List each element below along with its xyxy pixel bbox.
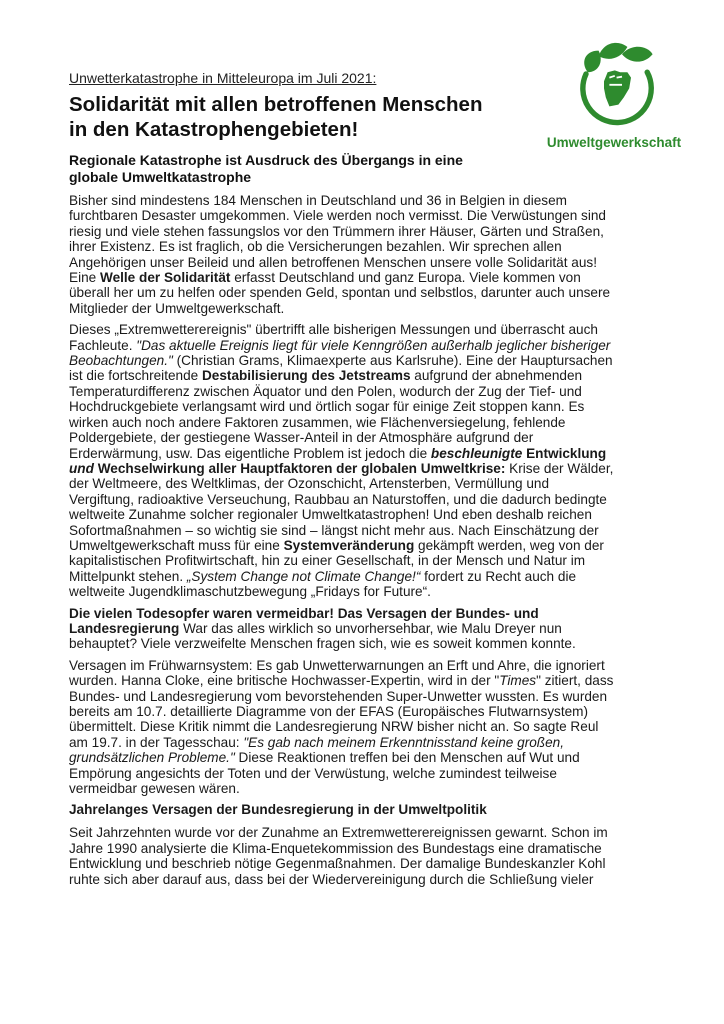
- text-line: vermeidbar gewesen wären.: [69, 781, 240, 797]
- emphasis-bold: Systemveränderung: [283, 537, 415, 553]
- text-run: ist die fortschreitende: [69, 368, 202, 384]
- text-line: Entwicklung und beschrieb nötige Gegenmaßnahmen. Der damalige Bundeskanzler Kohl: [69, 856, 606, 872]
- text-run: am 19.7. in der Tagesschau:: [69, 734, 244, 750]
- paragraph-4: [69, 658, 669, 797]
- text-run: Mittelpunkt stehen.: [69, 568, 187, 584]
- text-line: [69, 538, 669, 553]
- emphasis-bold: Entwicklung: [522, 445, 607, 461]
- text-run: " zitiert, dass: [536, 673, 614, 689]
- text-line: [69, 621, 669, 636]
- article-body: [69, 193, 669, 893]
- text-line: ihrer Existenz. Es ist fraglich, ob die Versicherungen bezahlen. Wir sprechen allen: [69, 239, 562, 255]
- text-line: weltweite Jugendklimaschutzbewegung „Fridays for Future“.: [69, 584, 431, 600]
- emphasis-bold: Welle der Solidarität: [99, 270, 231, 286]
- text-line: ruhte sich aber darauf aus, dass bei der Wiedervereinigung durch die Schließung vieler: [69, 871, 594, 887]
- text-line: bereits am 10.7. detaillierte Diagramme von der EFAS (Europäisches Flutwarnsystem): [69, 704, 589, 719]
- text-run: Eine: [69, 270, 100, 286]
- text-line: [69, 368, 669, 383]
- text-line: übermittelt. Diese Kritik nimmt die Landesregierung NRW bisher nicht an. So sagte Reul: [69, 719, 599, 735]
- leaf-fist-logo-icon: [568, 38, 658, 128]
- text-line: kapitalistischen Profitwirtschaft, hin zu einer Gesellschaft, in der Mensch und Natur im: [69, 553, 586, 569]
- text-run: gekämpft werden, weg von der: [414, 537, 604, 553]
- text-run: Erderwärmung, usw. Das eigentliche Problem ist jedoch die: [69, 445, 431, 461]
- umweltgewerkschaft-logo: [544, 38, 684, 158]
- text-line: furchtbaren Desaster umgekommen. Viele werden noch vermisst. Die Verwüstungen sind: [69, 208, 606, 224]
- text-run: fordert zu Recht auch die: [420, 568, 577, 584]
- text-line: [69, 270, 669, 285]
- title-line: in den Katastrophengebieten!: [69, 118, 359, 141]
- text-line: wirken auch noch andere Faktoren zusammen, wie Flächenversiegelung, fehlende: [69, 414, 566, 430]
- quote-italic: Times: [499, 673, 537, 689]
- text-line: [69, 461, 669, 476]
- text-line: Sofortmaßnahmen – so wichtig sie sind – längst nicht mehr aus. Nach Einschätzung der: [69, 522, 599, 538]
- text-line: überall her um zu helfen oder spenden Geld, spontan und selbstlos, darunter auch unsere: [69, 285, 611, 301]
- text-line: Seit Jahrzehnten wurde vor der Zunahme an Extremwetterereignissen gewarnt. Schon im: [69, 825, 608, 841]
- emphasis-bold: Destabilisierung des Jetstreams: [201, 368, 411, 384]
- quote-italic: Beobachtungen.": [69, 353, 173, 369]
- text-run: War das alles wirklich so unvorhersehbar, wie Malu Dreyer nun: [179, 620, 562, 636]
- text-line: [69, 446, 669, 461]
- text-run: Fachleute.: [69, 337, 137, 353]
- text-line: Temperaturdifferenz zwischen Äquator und den Polen, wodurch der Zug der Tief- und: [69, 383, 582, 399]
- subtitle-line: globale Umweltkatastrophe: [69, 169, 252, 185]
- text-line: Angehörigen unser Beileid und allen betroffenen Menschen unsere volle Solidarität aus!: [69, 254, 597, 270]
- text-line: Dieses „Extremwetterereignis" übertrifft alle bisherigen Messungen und überrascht auch: [69, 322, 598, 338]
- text-line: [69, 338, 669, 353]
- text-run: (Christian Grams, Klimaexperte aus Karlsruhe). Eine der Hauptursachen: [172, 353, 613, 369]
- text-line: Empörung angesichts der Toten und der Verwüstung, welche zumindest teilweise: [69, 765, 557, 781]
- text-line: Hochdruckgebiete verlangsamt wird und örtlich sogar für einige Zeit stoppen kann. Es: [69, 399, 585, 415]
- section-heading: Landesregierung: [69, 620, 180, 636]
- emphasis-bold-italic: und: [69, 460, 94, 476]
- text-line: Poldergebiete, der gestiegene Wasser-Anteil in der Atmosphäre aufgrund der: [69, 430, 534, 446]
- text-line: behauptet? Viele verzweifelte Menschen fragen sich, wie es soweit kommen konnte.: [69, 636, 576, 652]
- text-run: Umweltgewerkschaft muss für eine: [69, 537, 284, 553]
- text-line: Versagen im Frühwarnsystem: Es gab Unwetterwarnungen an Erft und Ahre, die ignoriert: [69, 657, 605, 673]
- section-heading: Die vielen Todesopfer waren vermeidbar! Das Versagen der Bundes- und: [69, 605, 539, 621]
- text-line: [69, 750, 669, 765]
- text-line: [69, 673, 669, 688]
- text-run: aufgrund der abnehmenden: [410, 368, 583, 384]
- text-run: Krise der Wälder,: [505, 460, 614, 476]
- text-line: [69, 353, 669, 368]
- text-line: Vergiftung, radioaktive Verseuchung, Raubbau an Naturstoffen, und die dadurch bedingte: [69, 491, 607, 507]
- text-run: erfasst Deutschland und ganz Europa. Viele kommen von: [230, 270, 581, 286]
- text-line: weltweite Zunahme solcher regionaler Umweltkatastrophen! Und eben deshalb reichen: [69, 507, 592, 523]
- text-line: Mitglieder der Umweltgewerkschaft.: [69, 300, 285, 316]
- quote-italic: „System Change not Climate Change!“: [186, 568, 421, 584]
- emphasis-bold-italic: beschleunigte: [430, 445, 523, 461]
- title-line: Solidarität mit allen betroffenen Menschen: [69, 93, 483, 116]
- quote-italic: "Es gab nach meinem Erkenntnisstand keine großen,: [243, 734, 564, 750]
- text-line: riesig und viele stehen fassungslos vor den Trümmern ihrer Häuser, Gärten und Straßen,: [69, 223, 604, 239]
- logo-text: Umweltgewerkschaft: [546, 135, 682, 150]
- subtitle: [69, 152, 539, 186]
- paragraph-1: [69, 193, 669, 316]
- paragraph-3: [69, 606, 669, 652]
- emphasis-bold: Wechselwirkung aller Hauptfaktoren der globalen Umweltkrise:: [93, 460, 506, 476]
- page-title: [69, 92, 539, 142]
- paragraph-2: [69, 322, 669, 599]
- text-run: Diese Reaktionen treffen bei den Menschen auf Wut und: [234, 750, 580, 766]
- subtitle-line: Regionale Katastrophe ist Ausdruck des Übergangs in eine: [69, 152, 463, 168]
- text-line: [69, 569, 669, 584]
- text-line: Bundes- und Landesregierung vom bevorstehenden Super-Unwetter wussten. Es wurden: [69, 688, 608, 704]
- section-heading: Jahrelanges Versagen der Bundesregierung in der Umweltpolitik: [69, 802, 487, 818]
- quote-italic: grundsätzlichen Probleme.": [69, 750, 235, 766]
- text-line: [69, 735, 669, 750]
- text-line: Bisher sind mindestens 184 Menschen in Deutschland und 36 in Belgien in diesem: [69, 193, 567, 208]
- paragraph-5: [69, 825, 669, 887]
- text-line: der Weltmeere, des Weltklimas, der Ozonschicht, Artensterben, Vermüllung und: [69, 476, 550, 492]
- kicker-heading: Unwetterkatastrophe in Mitteleuropa im Juli 2021:: [69, 70, 377, 86]
- quote-italic: "Das aktuelle Ereignis liegt für viele Kenngrößen außerhalb jeglicher bisheriger: [136, 337, 611, 353]
- text-line: Jahre 1990 analysierte die Klima-Enquetekommission des Bundestags eine dramatische: [69, 840, 602, 856]
- text-run: wurden. Hanna Cloke, eine britische Hochwasser-Expertin, wird in der ": [69, 673, 500, 689]
